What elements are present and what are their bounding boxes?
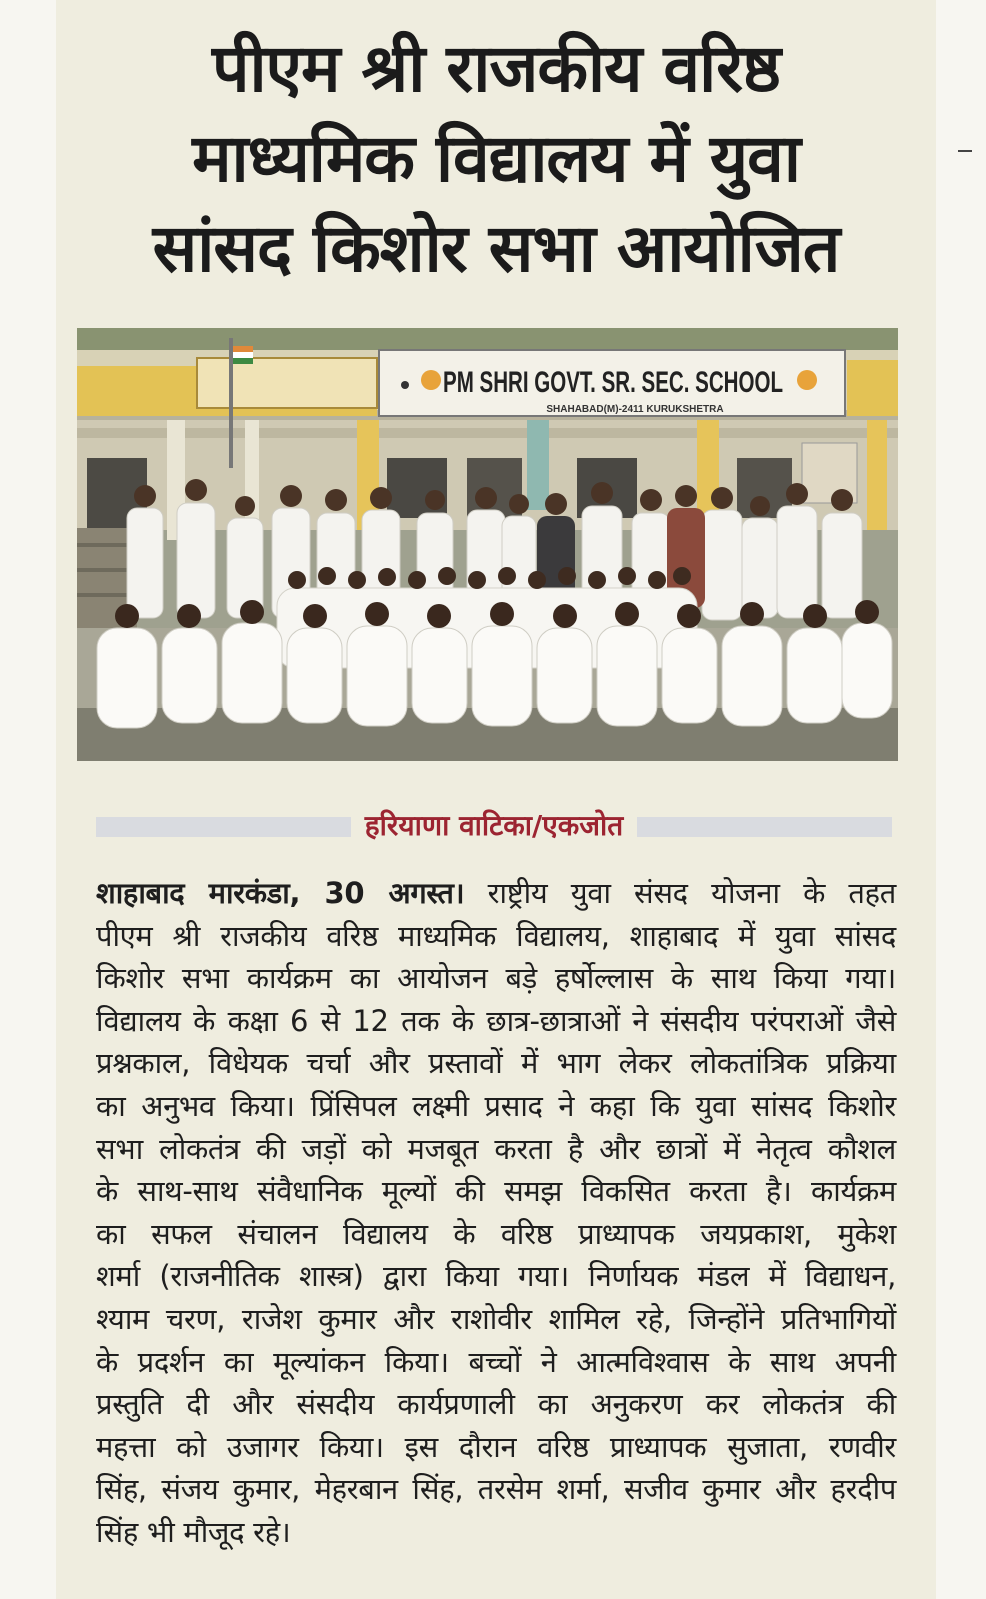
article-line: सभा लोकतंत्र की जड़ों को मजबूत करता है और छात्रों में नेतृत्व कौशल	[96, 1131, 896, 1166]
article-line: विद्यालय के कक्षा 6 से 12 तक के छात्र-छात्राओं ने संसदीय परंपराओं जैसे	[96, 1003, 896, 1038]
headline	[56, 24, 936, 294]
article-line: प्रश्नकाल, विधेयक चर्चा और प्रस्तावों में भाग लेकर लोकतांत्रिक प्रक्रिया	[96, 1046, 896, 1081]
article-line: श्याम चरण, राजेश कुमार और राशोवीर शामिल रहे, जिन्होंने प्रतिभागियों	[96, 1301, 896, 1336]
margin-mark	[958, 150, 972, 152]
left-margin	[0, 0, 56, 1599]
byline	[96, 804, 892, 848]
school-board-subtitle: SHAHABAD(M)-2411 KURUKSHETRA	[546, 404, 724, 415]
article-line-1	[96, 872, 896, 915]
article-dateline: शाहाबाद मारकंडा, 30 अगस्त।	[96, 876, 465, 910]
article-line: के साथ-साथ संवैधानिक मूल्यों की समझ विकसित करता है। कार्यक्रम	[96, 1174, 896, 1209]
headline-line-3: सांसद किशोर सभा आयोजित	[152, 210, 840, 287]
byline-text: हरियाणा वाटिका/एकजोत	[351, 809, 637, 842]
article-line: प्रस्तुति दी और संसदीय कार्यप्रणाली का अनुकरण कर लोकतंत्र की	[96, 1387, 896, 1422]
article-line: पीएम श्री राजकीय वरिष्ठ माध्यमिक विद्यालय, शाहाबाद में युवा सांसद	[96, 918, 896, 953]
article-line: सिंह, संजय कुमार, मेहरबान सिंह, तरसेम शर्मा, सजीव कुमार और हरदीप	[96, 1472, 896, 1507]
school-board-title: PM SHRI GOVT. SR. SEC. SCHOOL	[443, 366, 783, 399]
article-line: का अनुभव किया। प्रिंसिपल लक्ष्मी प्रसाद ने कहा कि युवा सांसद किशोर	[96, 1088, 896, 1123]
article-line: के प्रदर्शन का मूल्यांकन किया। बच्चों ने आत्मविश्वास के साथ अपनी	[96, 1344, 896, 1379]
right-margin	[936, 0, 986, 1599]
article-line: शर्मा (राजनीतिक शास्त्र) द्वारा किया गया। निर्णायक मंडल में विद्याधन,	[96, 1259, 896, 1294]
group-photo	[77, 328, 898, 761]
article-line: सिंह भी मौजूद रहे।	[96, 1514, 291, 1549]
article-line-1-text: राष्ट्रीय युवा संसद योजना के तहत	[487, 876, 896, 910]
headline-line-1: पीएम श्री राजकीय वरिष्ठ	[211, 30, 781, 107]
article-line: महत्ता को उजागर किया। इस दौरान वरिष्ठ प्राध्यापक सुजाता, रणवीर	[96, 1429, 896, 1464]
article-line: किशोर सभा कार्यक्रम का आयोजन बड़े हर्षोल्लास के साथ किया गया।	[96, 961, 896, 996]
article-line: का सफल संचालन विद्यालय के वरिष्ठ प्राध्यापक जयप्रकाश, मुकेश	[96, 1216, 896, 1251]
headline-line-2: माध्यमिक विद्यालय में युवा	[192, 120, 800, 197]
article-body	[96, 872, 896, 1554]
